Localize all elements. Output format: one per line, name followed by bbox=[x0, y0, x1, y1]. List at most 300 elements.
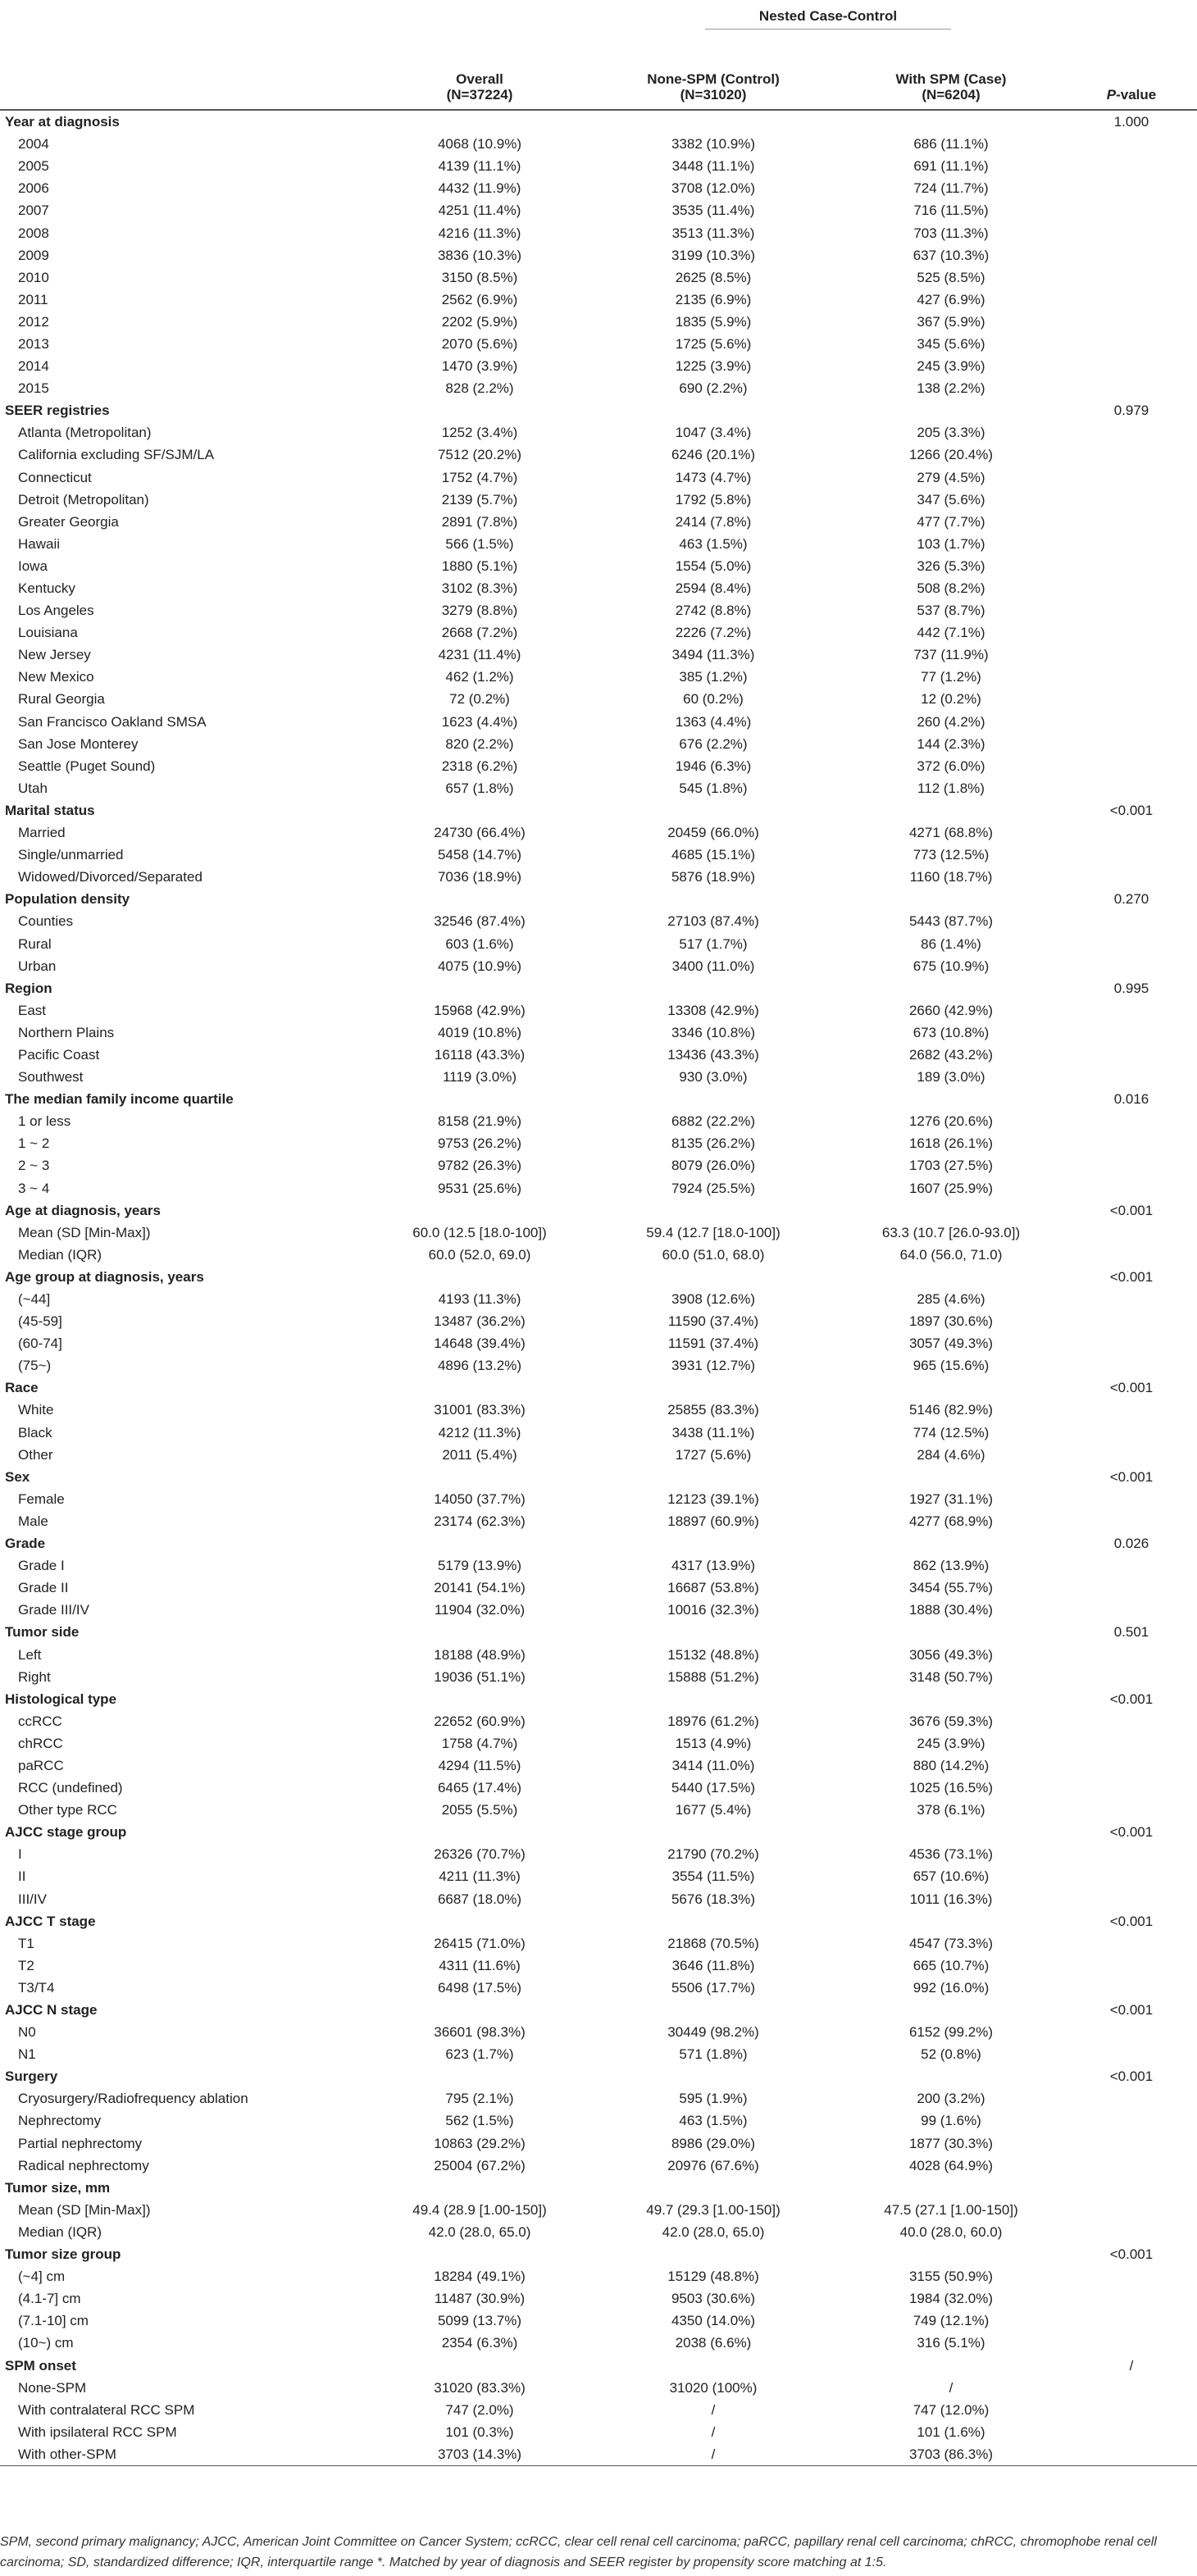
case-value: 101 (1.6%) bbox=[917, 2424, 985, 2440]
empty-cell bbox=[1066, 1932, 1197, 1955]
overall-value: 4432 (11.9%) bbox=[438, 180, 521, 197]
empty-cell bbox=[1066, 1332, 1197, 1354]
row-label: 2 ~ 3 bbox=[18, 1158, 50, 1174]
control-value: 42.0 (28.0, 65.0) bbox=[662, 2223, 765, 2240]
overall-value: 2562 (6.9%) bbox=[441, 291, 518, 307]
control-value: / bbox=[711, 2424, 716, 2440]
empty-cell bbox=[1066, 333, 1197, 355]
table-row bbox=[0, 821, 1197, 844]
control-value: 3199 (10.3%) bbox=[671, 247, 756, 263]
overall-value: 31020 (83.3%) bbox=[434, 2379, 526, 2396]
case-value: 347 (5.6%) bbox=[917, 491, 985, 507]
row-label: 2011 bbox=[18, 291, 48, 307]
empty-cell bbox=[1066, 1488, 1197, 1510]
empty-cell bbox=[590, 1688, 836, 1710]
overall-value: 4139 (11.1%) bbox=[438, 158, 521, 175]
case-value: 260 (4.2%) bbox=[917, 713, 985, 730]
empty-cell bbox=[590, 1199, 836, 1222]
table-row bbox=[0, 1310, 1197, 1332]
control-value: 690 (2.2%) bbox=[679, 380, 748, 397]
overall-value: 18188 (48.9%) bbox=[434, 1646, 526, 1663]
row-label: 2008 bbox=[18, 225, 49, 241]
row-label: ccRCC bbox=[18, 1713, 62, 1729]
empty-cell bbox=[1066, 821, 1197, 844]
row-label: T3/T4 bbox=[18, 1979, 55, 1996]
table-footnote: SPM, second primary malignancy; AJCC, American Joint Committee on Cancer System; ccRCC, clear cell renal cell carcinoma; paRCC, papillary renal cell carcinoma; chRCC, chromophobe renal cell carcinoma; SD, standardized difference; IQR, interquartile range *. Matched by year of diagnosis and SEER register by propensity score matching at 1:5. bbox=[0, 2535, 1157, 2569]
table-row bbox=[0, 1444, 1197, 1466]
empty-cell bbox=[1066, 1865, 1197, 1887]
case-value: 1984 (32.0%) bbox=[908, 2291, 994, 2307]
table-row bbox=[0, 467, 1197, 489]
control-value: 463 (1.5%) bbox=[679, 2113, 748, 2129]
case-value: 367 (5.9%) bbox=[917, 313, 985, 330]
table-row bbox=[0, 2109, 1197, 2132]
control-value: 31020 (100%) bbox=[669, 2379, 758, 2396]
table-row bbox=[0, 844, 1197, 866]
overall-value: 1752 (4.7%) bbox=[441, 469, 518, 485]
empty-cell bbox=[369, 1377, 590, 1399]
table-row bbox=[0, 621, 1197, 644]
overall-value: 60.0 (52.0, 69.0) bbox=[428, 1246, 531, 1263]
control-value: 1835 (5.9%) bbox=[675, 313, 752, 330]
control-value: 18976 (61.2%) bbox=[667, 1713, 759, 1729]
table-row bbox=[0, 2443, 1197, 2466]
case-value: 637 (10.3%) bbox=[913, 247, 990, 263]
table-row bbox=[0, 1177, 1197, 1199]
table-row bbox=[0, 577, 1197, 599]
row-label: (45-59] bbox=[18, 1313, 62, 1330]
row-label: With other-SPM bbox=[0, 2443, 369, 2466]
table-row bbox=[0, 333, 1197, 355]
row-label: Left bbox=[18, 1646, 42, 1663]
overall-value: 20141 (54.1%) bbox=[434, 1580, 526, 1596]
control-value: 13436 (43.3%) bbox=[667, 1046, 759, 1063]
section-label: Population density bbox=[5, 891, 130, 908]
case-value: 1703 (27.5%) bbox=[908, 1158, 994, 1174]
control-value: 12123 (39.1%) bbox=[667, 1491, 759, 1507]
overall-value: 18284 (49.1%) bbox=[434, 2269, 526, 2285]
case-value: 77 (1.2%) bbox=[921, 669, 981, 685]
control-value: 1677 (5.4%) bbox=[675, 1802, 752, 1818]
table-row bbox=[0, 377, 1197, 399]
p-value: <0.001 bbox=[1109, 1380, 1154, 1396]
row-label: T2 bbox=[18, 1957, 34, 1973]
control-value: / bbox=[590, 2443, 836, 2466]
control-value: 517 (1.7%) bbox=[679, 935, 748, 952]
case-value: 477 (7.7%) bbox=[917, 513, 985, 530]
section-label: Race bbox=[5, 1380, 39, 1396]
row-label: None-SPM bbox=[18, 2379, 87, 2396]
control-value: 3414 (11.0%) bbox=[671, 1757, 755, 1773]
section-label: Grade bbox=[5, 1536, 46, 1552]
overall-value: 11487 (30.9%) bbox=[434, 2291, 526, 2307]
row-label: Grade I bbox=[18, 1558, 65, 1574]
row-label: Counties bbox=[18, 913, 74, 930]
table-row bbox=[0, 2132, 1197, 2155]
empty-cell bbox=[590, 1621, 836, 1643]
p-value: 0.995 bbox=[1113, 980, 1149, 996]
empty-cell bbox=[1066, 1022, 1197, 1044]
case-value: 285 (4.6%) bbox=[917, 1291, 985, 1308]
empty-cell bbox=[1066, 1577, 1197, 1599]
section-label: Tumor side bbox=[5, 1624, 80, 1641]
case-value: 245 (3.9%) bbox=[917, 1735, 985, 1751]
empty-cell bbox=[369, 2177, 590, 2199]
control-value: 3554 (11.5%) bbox=[671, 1868, 755, 1885]
empty-cell bbox=[1066, 1354, 1197, 1377]
empty-cell bbox=[836, 1999, 1066, 2021]
empty-cell bbox=[369, 1199, 590, 1222]
table-row bbox=[0, 777, 1197, 799]
case-value: 103 (1.7%) bbox=[917, 535, 985, 552]
control-value: 385 (1.2%) bbox=[679, 669, 748, 685]
table-row bbox=[0, 1354, 1197, 1377]
table-row bbox=[0, 1755, 1197, 1777]
empty-cell bbox=[1066, 2332, 1197, 2354]
overall-value: 747 (2.0%) bbox=[445, 2401, 514, 2418]
case-value: 537 (8.7%) bbox=[917, 603, 985, 619]
row-label: 2010 bbox=[18, 269, 49, 285]
empty-cell bbox=[590, 799, 836, 821]
overall-value: 25004 (67.2%) bbox=[434, 2157, 526, 2173]
control-value: 595 (1.9%) bbox=[679, 2091, 748, 2107]
empty-cell bbox=[1066, 866, 1197, 888]
overall-value: 72 (0.2%) bbox=[449, 691, 510, 708]
overall-value: 4216 (11.3%) bbox=[438, 225, 521, 241]
row-label: White bbox=[18, 1402, 54, 1418]
empty-cell bbox=[1066, 289, 1197, 311]
control-value: 11591 (37.4%) bbox=[667, 1336, 759, 1352]
control-value: 545 (1.8%) bbox=[679, 780, 748, 796]
table-row bbox=[0, 2043, 1197, 2065]
table-row bbox=[0, 266, 1197, 289]
control-value: 3400 (11.0%) bbox=[671, 958, 755, 974]
empty-cell bbox=[369, 1688, 590, 1710]
p-value: / bbox=[1129, 2357, 1134, 2373]
overall-value: 26415 (71.0%) bbox=[434, 1935, 526, 1951]
empty-cell bbox=[836, 2243, 1066, 2265]
overall-value: 9753 (26.2%) bbox=[437, 1136, 522, 1152]
row-label: Los Angeles bbox=[18, 603, 94, 619]
control-value: 4685 (15.1%) bbox=[671, 847, 756, 863]
control-value: 10016 (32.3%) bbox=[667, 1602, 759, 1618]
row-label: Seattle (Puget Sound) bbox=[18, 758, 156, 774]
table-row bbox=[0, 1488, 1197, 1510]
case-value: 144 (2.3%) bbox=[917, 735, 985, 752]
overall-value: 13487 (36.2%) bbox=[434, 1313, 526, 1330]
row-label: Median (IQR) bbox=[18, 2223, 102, 2240]
empty-cell bbox=[1066, 2109, 1197, 2132]
control-value: 3535 (11.4%) bbox=[671, 203, 755, 219]
overall-value: 828 (2.2%) bbox=[445, 380, 514, 397]
case-value: 427 (6.9%) bbox=[917, 291, 985, 307]
table-row bbox=[0, 421, 1197, 444]
overall-value: 10863 (29.2%) bbox=[434, 2135, 526, 2151]
case-value: 52 (0.8%) bbox=[921, 2046, 981, 2063]
empty-cell bbox=[1066, 2155, 1197, 2177]
empty-cell bbox=[590, 888, 836, 910]
row-label: Right bbox=[18, 1668, 51, 1685]
row-label: New Mexico bbox=[18, 669, 94, 685]
case-value: 3676 (59.3%) bbox=[908, 1713, 994, 1729]
case-value: 63.3 (10.7 [26.0-93.0]) bbox=[881, 1224, 1021, 1240]
case-value: 965 (15.6%) bbox=[913, 1358, 990, 1374]
table-row bbox=[0, 999, 1197, 1022]
empty-cell bbox=[590, 2177, 836, 2199]
table-row bbox=[0, 666, 1197, 688]
empty-cell bbox=[1066, 177, 1197, 199]
row-label: Iowa bbox=[18, 558, 48, 574]
overall-value: 2055 (5.5%) bbox=[441, 1802, 518, 1818]
overall-value: 4311 (11.6%) bbox=[439, 1957, 521, 1973]
table-row bbox=[0, 1510, 1197, 1532]
overall-value: 4193 (11.3%) bbox=[438, 1291, 521, 1308]
empty-cell bbox=[1066, 311, 1197, 333]
empty-cell bbox=[1066, 621, 1197, 644]
case-value: 1618 (26.1%) bbox=[908, 1136, 994, 1152]
row-label: (4.1-7] cm bbox=[18, 2291, 81, 2307]
overall-value: 6687 (18.0%) bbox=[437, 1891, 522, 1907]
control-value: 25855 (83.3%) bbox=[667, 1402, 759, 1418]
case-value: 4536 (73.1%) bbox=[908, 1846, 994, 1863]
empty-cell bbox=[1066, 1732, 1197, 1755]
table-row bbox=[0, 511, 1197, 533]
overall-value: 795 (2.1%) bbox=[445, 2091, 514, 2107]
case-value: / bbox=[949, 2379, 954, 2396]
row-label: (7.1-10] cm bbox=[18, 2313, 89, 2329]
control-value: 16687 (53.8%) bbox=[667, 1580, 759, 1596]
empty-cell bbox=[1066, 244, 1197, 266]
section-header-row bbox=[0, 888, 1197, 910]
row-label: New Jersey bbox=[18, 647, 91, 663]
empty-cell bbox=[836, 1621, 1066, 1643]
table-row bbox=[0, 133, 1197, 155]
empty-cell bbox=[1066, 2287, 1197, 2310]
row-label: III/IV bbox=[18, 1891, 47, 1907]
control-value: 1554 (5.0%) bbox=[675, 558, 752, 574]
case-value: 6152 (99.2%) bbox=[908, 2024, 994, 2041]
case-value: 279 (4.5%) bbox=[917, 469, 985, 485]
row-label: Utah bbox=[18, 780, 48, 796]
overall-value: 3150 (8.5%) bbox=[441, 269, 518, 285]
case-value: 138 (2.2%) bbox=[917, 380, 985, 397]
empty-cell bbox=[369, 2243, 590, 2265]
overall-value: 19036 (51.1%) bbox=[434, 1668, 526, 1685]
empty-cell bbox=[590, 1999, 836, 2021]
table-row bbox=[0, 1554, 1197, 1577]
case-value: 3057 (49.3%) bbox=[908, 1336, 994, 1352]
empty-cell bbox=[590, 977, 836, 999]
control-value: 3438 (11.1%) bbox=[671, 1424, 755, 1440]
case-value: 189 (3.0%) bbox=[917, 1069, 985, 1085]
section-label: Tumor size, mm bbox=[5, 2179, 111, 2196]
section-label: Tumor size group bbox=[5, 2246, 121, 2263]
table-row bbox=[0, 1977, 1197, 1999]
overall-value: 2070 (5.6%) bbox=[441, 335, 518, 352]
case-value: 992 (16.0%) bbox=[913, 1979, 990, 1996]
empty-cell bbox=[1066, 1977, 1197, 1999]
empty-cell bbox=[369, 1088, 590, 1110]
control-value: 930 (3.0%) bbox=[679, 1069, 748, 1085]
row-label: RCC (undefined) bbox=[18, 1780, 123, 1796]
case-value: 2682 (43.2%) bbox=[908, 1046, 994, 1063]
row-label: East bbox=[18, 1002, 47, 1018]
case-value: 112 (1.8%) bbox=[917, 780, 985, 796]
overall-value: 5179 (13.9%) bbox=[437, 1558, 522, 1574]
p-value: <0.001 bbox=[1109, 1202, 1154, 1218]
control-value: 5440 (17.5%) bbox=[671, 1780, 756, 1796]
row-label: Mean (SD [Min-Max]) bbox=[18, 1224, 151, 1240]
empty-cell bbox=[1066, 999, 1197, 1022]
table-row bbox=[0, 533, 1197, 555]
section-label: Surgery bbox=[5, 2069, 58, 2085]
row-label: Black bbox=[18, 1424, 52, 1440]
row-label: (10~) cm bbox=[18, 2335, 74, 2351]
table-row bbox=[0, 910, 1197, 932]
empty-cell bbox=[1066, 1710, 1197, 1732]
table-row bbox=[0, 866, 1197, 888]
empty-cell bbox=[1066, 489, 1197, 511]
table-row bbox=[0, 2087, 1197, 2109]
table-row bbox=[0, 2399, 1197, 2421]
row-label: (60-74] bbox=[18, 1336, 62, 1352]
table-row bbox=[0, 2021, 1197, 2043]
empty-cell bbox=[1066, 2421, 1197, 2443]
empty-cell bbox=[1066, 1666, 1197, 1688]
control-value: 21868 (70.5%) bbox=[667, 1935, 759, 1951]
empty-cell bbox=[1066, 1310, 1197, 1332]
overall-value: 2011 (5.4%) bbox=[442, 1446, 517, 1463]
case-value: 1011 (16.3%) bbox=[909, 1891, 993, 1907]
header-blank bbox=[369, 0, 590, 38]
section-label: SEER registries bbox=[5, 403, 110, 419]
row-label: Grade III/IV bbox=[18, 1602, 89, 1618]
overall-value: 623 (1.7%) bbox=[445, 2046, 514, 2063]
table-row bbox=[0, 2332, 1197, 2354]
case-value: 749 (12.1%) bbox=[913, 2313, 990, 2329]
overall-value: 42.0 (28.0, 65.0) bbox=[428, 2223, 531, 2240]
control-value: 11590 (37.4%) bbox=[667, 1313, 759, 1330]
control-value: 1473 (4.7%) bbox=[675, 469, 752, 485]
empty-cell bbox=[1066, 355, 1197, 377]
table-row bbox=[0, 1643, 1197, 1665]
empty-cell bbox=[1066, 910, 1197, 932]
p-value: <0.001 bbox=[1109, 2069, 1154, 2085]
empty-cell bbox=[1066, 1888, 1197, 1910]
row-label: Male bbox=[18, 1513, 48, 1529]
empty-cell bbox=[1066, 955, 1197, 977]
empty-cell bbox=[1066, 511, 1197, 533]
overall-value: 1119 (3.0%) bbox=[442, 1069, 517, 1085]
table-row bbox=[0, 444, 1197, 466]
case-value: 686 (11.1%) bbox=[913, 136, 989, 152]
table-row bbox=[0, 1932, 1197, 1955]
empty-cell bbox=[836, 799, 1066, 821]
empty-cell bbox=[590, 2354, 836, 2376]
empty-cell bbox=[1066, 644, 1197, 666]
case-value: 40.0 (28.0, 60.0) bbox=[899, 2223, 1003, 2240]
row-label: Mean (SD [Min-Max]) bbox=[18, 2201, 151, 2218]
empty-cell bbox=[1066, 666, 1197, 688]
empty-cell bbox=[836, 1199, 1066, 1222]
row-label: 1 ~ 2 bbox=[18, 1136, 50, 1152]
overall-value: 6498 (17.5%) bbox=[437, 1979, 522, 1996]
section-header-row bbox=[0, 1621, 1197, 1643]
table-row bbox=[0, 1332, 1197, 1354]
table-row bbox=[0, 599, 1197, 621]
control-value: 7924 (25.5%) bbox=[671, 1180, 756, 1196]
case-value: 47.5 (27.1 [1.00-150]) bbox=[884, 2201, 1018, 2218]
overall-value: 8158 (21.9%) bbox=[437, 1113, 522, 1130]
section-header-row bbox=[0, 1266, 1197, 1288]
section-label: Histological type bbox=[5, 1691, 117, 1707]
case-value: 205 (3.3%) bbox=[917, 425, 985, 441]
control-value: 20459 (66.0%) bbox=[667, 825, 759, 841]
table-row bbox=[0, 1888, 1197, 1910]
section-label: AJCC stage group bbox=[5, 1824, 127, 1841]
case-value: 3703 (86.3%) bbox=[836, 2443, 1066, 2466]
table-row bbox=[0, 489, 1197, 511]
header-blank bbox=[1066, 0, 1197, 38]
case-value: 372 (6.0%) bbox=[917, 758, 985, 774]
case-value: 4547 (73.3%) bbox=[908, 1935, 994, 1951]
table-row bbox=[0, 1710, 1197, 1732]
table-row bbox=[0, 1154, 1197, 1176]
control-value: 1225 (3.9%) bbox=[675, 358, 752, 375]
overall-value: 31001 (83.3%) bbox=[434, 1402, 526, 1418]
row-label: chRCC bbox=[18, 1735, 63, 1751]
empty-cell bbox=[1066, 2132, 1197, 2155]
table-row bbox=[0, 1110, 1197, 1132]
table-row bbox=[0, 221, 1197, 243]
control-value: 27103 (87.4%) bbox=[667, 913, 759, 930]
table-row bbox=[0, 1399, 1197, 1421]
control-value: 571 (1.8%) bbox=[679, 2046, 748, 2063]
row-label: Greater Georgia bbox=[18, 513, 119, 530]
section-label: The median family income quartile bbox=[5, 1091, 234, 1108]
control-value: 1727 (5.6%) bbox=[675, 1446, 752, 1463]
section-header-row bbox=[0, 2177, 1197, 2199]
control-value: 1047 (3.4%) bbox=[675, 425, 752, 441]
row-label: 3 ~ 4 bbox=[18, 1180, 50, 1196]
row-label: (~44] bbox=[18, 1291, 51, 1308]
empty-cell bbox=[369, 110, 590, 133]
empty-cell bbox=[1066, 1510, 1197, 1532]
p-value: 0.501 bbox=[1113, 1624, 1149, 1641]
table-row bbox=[0, 755, 1197, 777]
control-value: 3346 (10.8%) bbox=[671, 1024, 756, 1040]
empty-cell bbox=[1066, 2221, 1197, 2243]
case-value: 3148 (50.7%) bbox=[908, 1668, 994, 1685]
row-label: Partial nephrectomy bbox=[18, 2135, 143, 2151]
row-label: Pacific Coast bbox=[18, 1046, 100, 1063]
control-value: 2594 (8.4%) bbox=[675, 580, 752, 597]
empty-cell bbox=[1066, 1777, 1197, 1799]
empty-cell bbox=[1066, 444, 1197, 466]
case-value: 1607 (25.9%) bbox=[908, 1180, 994, 1196]
row-label: 2007 bbox=[18, 203, 49, 219]
case-value: 665 (10.7%) bbox=[913, 1957, 990, 1973]
empty-cell bbox=[369, 799, 590, 821]
section-header-row bbox=[0, 1199, 1197, 1222]
empty-cell bbox=[1066, 1044, 1197, 1066]
empty-cell bbox=[590, 1821, 836, 1843]
empty-cell bbox=[1066, 221, 1197, 243]
control-value: 3931 (12.7%) bbox=[671, 1358, 756, 1374]
row-label: Connecticut bbox=[18, 469, 92, 485]
empty-cell bbox=[369, 1266, 590, 1288]
overall-value: 60.0 (12.5 [18.0-100]) bbox=[412, 1224, 547, 1240]
